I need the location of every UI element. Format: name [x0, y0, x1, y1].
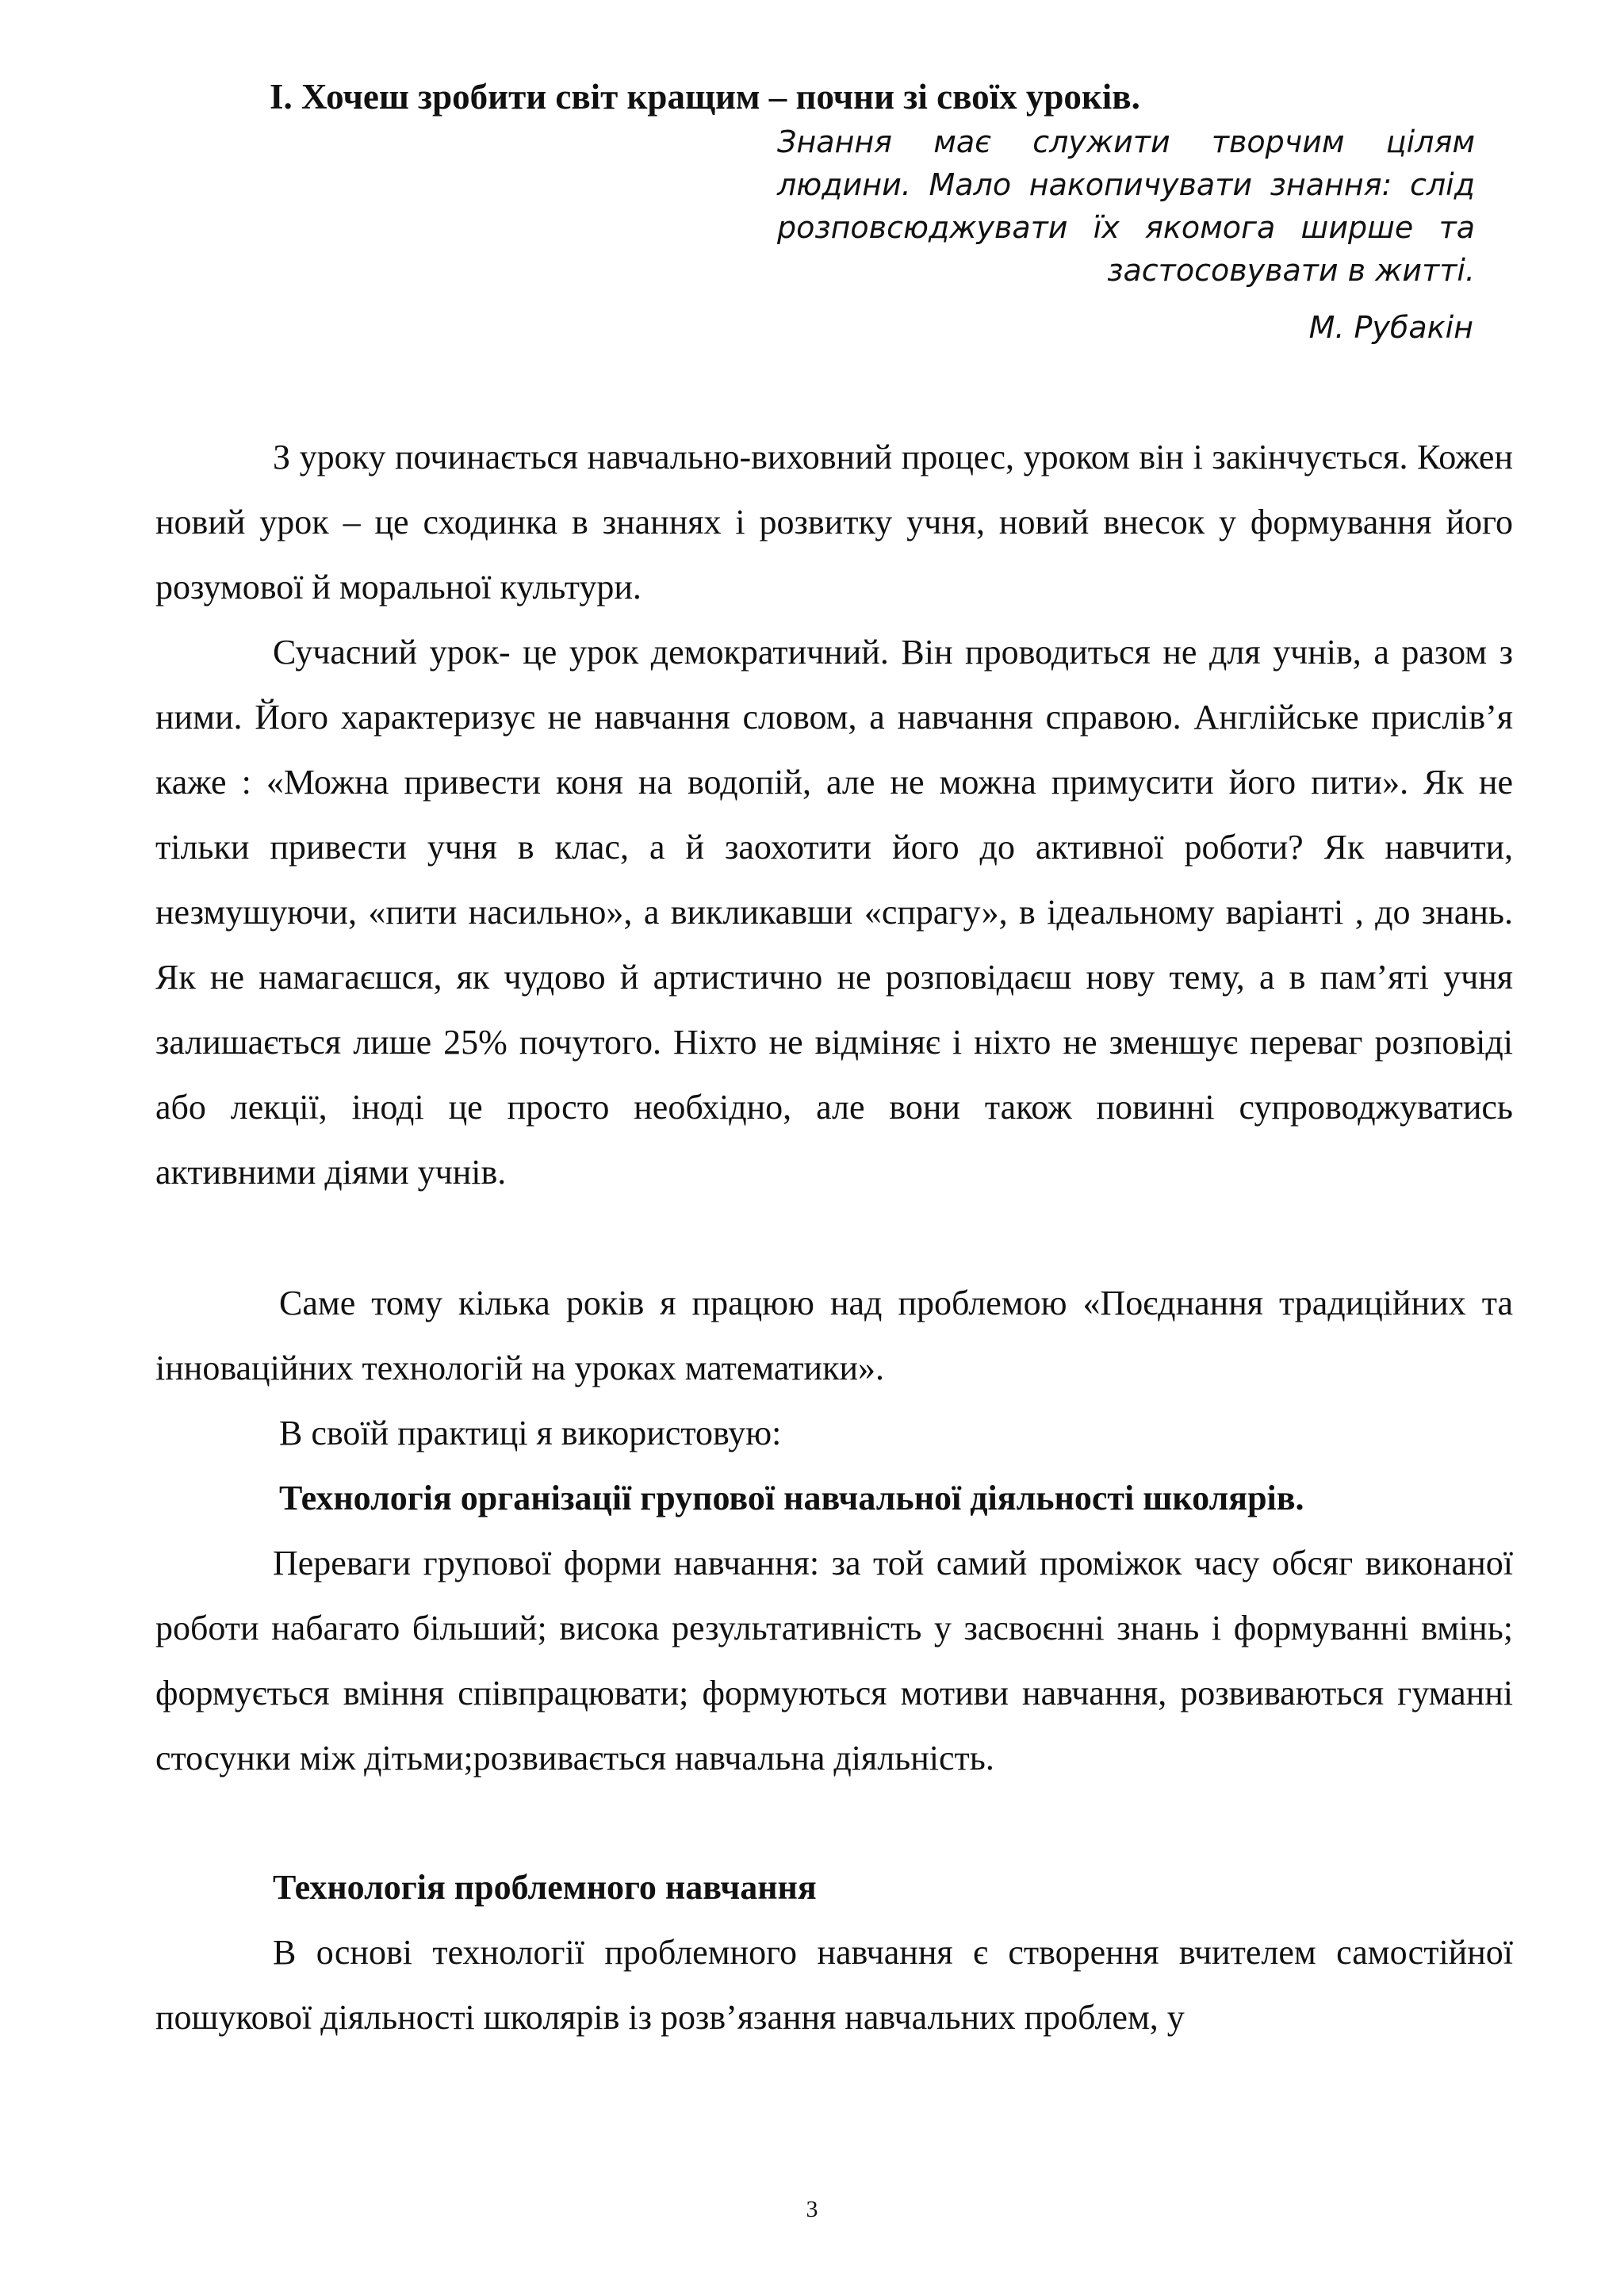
paragraph-practice-intro: В своїй практиці я використовую: [279, 1414, 782, 1452]
section-title: І. Хочеш зробити світ кращим – почни зі своїх уроків. [270, 77, 1140, 117]
paragraph-group-advantages: Переваги групової форми навчання: за той самий проміжок часу обсяг виконаної роботи набагато більший; висока результативність у засвоєнні знань і формуванні вмінь; формується вміння співпрацювати; формуються мотиви навчання, розвиваються гуманні стосунки між дітьми;розвивається навчальна діяльність. [155, 1544, 1513, 1777]
epigraph-author: М. Рубакін [1308, 310, 1473, 345]
epigraph-quote: Знання має служити творчим цілям людини. Мало накопичувати знання: слід розповсюджувати їх якомога ширше та застосовувати в житті. [777, 124, 1475, 288]
paragraph-modern-lesson: Сучасний урок- це урок демократичний. Він проводиться не для учнів, а разом з ними. Його характеризує не навчання словом, а навчання справою. Англійське прислів’я каже : «Можна привести коня на водопій, але не можна примусити його пити». Як не тільки привести учня в клас, а й заохотити його до активної роботи? Як навчити, незмушуючи, «пити насильно», а викликавши «спрагу», в ідеальному варіанті , до знань. Як не намагаєшся, як чудово й артистично не розповідаєш нову тему, а в пам’яті учня залишається лише 25% почутого. Ніхто не відміняє і ніхто не зменшує переваг розповіді або лекції, іноді це просто необхідно, але вони також повинні супроводжуватись активними діями учнів. [155, 633, 1513, 1192]
heading-group-technology: Технологія організації групової навчальної діяльності школярів. [279, 1479, 1304, 1517]
paragraph-problem-learning: В основі технології проблемного навчання є створення вчителем самостійної пошукової діяльності школярів із розв’язання навчальних проблем, у [155, 1933, 1513, 2037]
heading-problem-technology: Технологія проблемного навчання [273, 1868, 817, 1907]
paragraph-lesson-intro: З уроку починається навчально-виховний процес, уроком він і закінчується. Кожен новий урок – це сходинка в знаннях і розвитку учня, новий внесок у формування його розумової й моральної культури. [155, 438, 1513, 607]
page-number: 3 [806, 2196, 818, 2222]
paragraph-problem-statement: Саме тому кілька років я працюю над проблемою «Поєднання традиційних та інноваційних технологій на уроках математики». [155, 1284, 1513, 1387]
